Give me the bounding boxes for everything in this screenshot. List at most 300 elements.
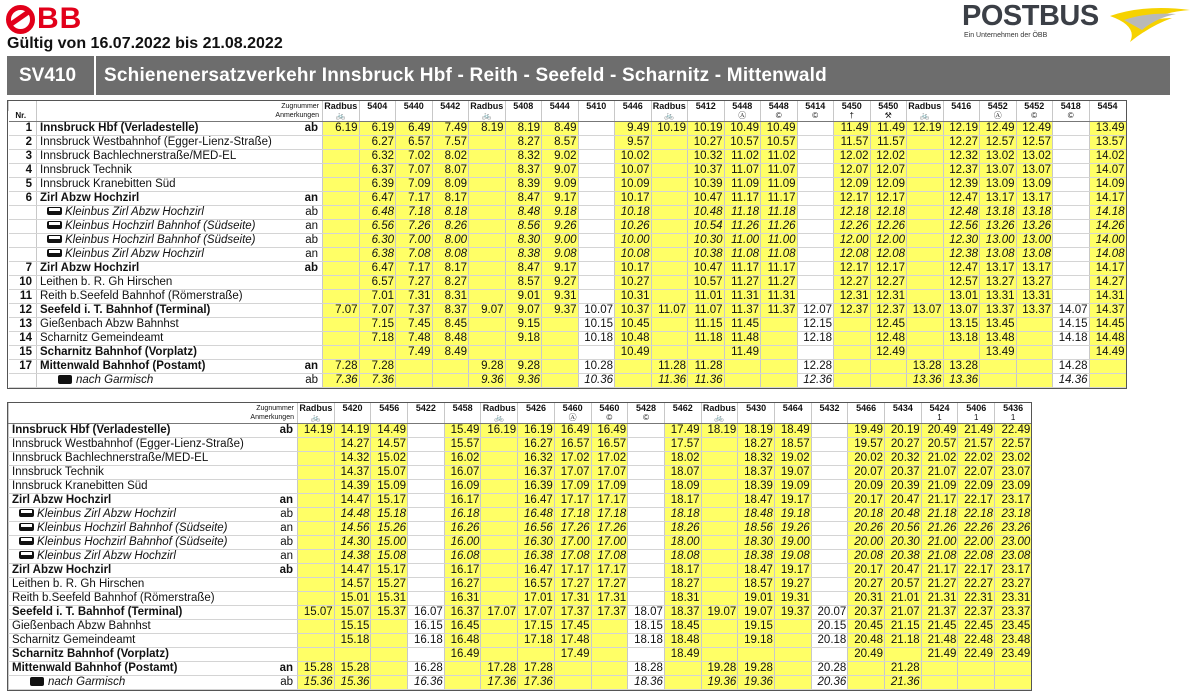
- train-number: 5446: [615, 101, 652, 111]
- departure-time: [907, 233, 944, 247]
- departure-time: 11.31: [761, 289, 798, 303]
- departure-time: 22.08: [958, 549, 995, 563]
- departure-time: 19.17: [774, 563, 811, 577]
- departure-time: 12.57: [943, 275, 980, 289]
- departure-time: [408, 437, 445, 451]
- departure-time: 16.36: [408, 675, 445, 689]
- departure-time: [578, 205, 615, 219]
- departure-time: 18.37: [664, 605, 701, 619]
- departure-time: 11.27: [724, 275, 761, 289]
- departure-time: [1016, 373, 1053, 387]
- departure-time: 19.36: [738, 675, 775, 689]
- departure-time: [651, 149, 688, 163]
- departure-time: 10.19: [651, 121, 688, 135]
- bus-icon: [47, 207, 62, 215]
- departure-time: [1053, 149, 1090, 163]
- stop-number: 13: [9, 317, 37, 331]
- departure-time: 11.17: [724, 191, 761, 205]
- bus-icon: [47, 221, 62, 229]
- train-number: 5450: [834, 101, 871, 111]
- departure-time: 7.00: [396, 233, 433, 247]
- departure-time: 14.47: [334, 563, 371, 577]
- departure-time: 13.49: [980, 345, 1017, 359]
- departure-time: [797, 177, 834, 191]
- train-number: 5452: [1016, 101, 1053, 111]
- departure-time: [408, 507, 445, 521]
- departure-time: 9.18: [542, 205, 579, 219]
- departure-time: [1053, 135, 1090, 149]
- departure-time: [578, 261, 615, 275]
- departure-time: 11.17: [761, 191, 798, 205]
- departure-time: 14.37: [1089, 303, 1126, 317]
- arrival-departure-marker: [268, 479, 298, 493]
- arrival-departure-marker: [268, 451, 298, 465]
- departure-time: [371, 633, 408, 647]
- departure-time: 10.57: [688, 275, 725, 289]
- departure-time: [469, 275, 506, 289]
- departure-time: 12.27: [943, 135, 980, 149]
- departure-time: 16.37: [518, 465, 555, 479]
- departure-time: [701, 507, 738, 521]
- departure-time: [578, 289, 615, 303]
- train-note: [664, 413, 701, 423]
- departure-time: 18.18: [628, 633, 665, 647]
- departure-time: 8.17: [432, 191, 469, 205]
- departure-time: [359, 345, 396, 359]
- departure-time: 16.57: [518, 577, 555, 591]
- stop-name-label: Scharnitz Gemeindeamt: [40, 331, 164, 344]
- departure-time: 16.38: [518, 549, 555, 563]
- arrival-departure-marker: an: [268, 521, 298, 535]
- timetable-row: [9, 661, 1032, 675]
- departure-time: 23.09: [995, 479, 1032, 493]
- stop-name-label: Leithen b. R. Gh Hirschen: [12, 577, 145, 590]
- departure-time: 10.48: [615, 331, 652, 345]
- departure-time: [542, 317, 579, 331]
- departure-time: 13.27: [1016, 275, 1053, 289]
- departure-time: 16.56: [518, 521, 555, 535]
- departure-time: 13.28: [943, 359, 980, 373]
- departure-time: [1089, 359, 1126, 373]
- stop-name-label: Kleinbus Hochzirl Bahnhof (Südseite): [65, 219, 256, 232]
- departure-time: 19.31: [774, 591, 811, 605]
- departure-time: [408, 647, 445, 661]
- departure-time: 14.57: [371, 437, 408, 451]
- departure-time: 21.09: [921, 479, 958, 493]
- departure-time: 17.27: [554, 577, 591, 591]
- stop-name: [37, 191, 291, 205]
- departure-time: [469, 233, 506, 247]
- timetable-row: [9, 605, 1032, 619]
- departure-time: 20.49: [848, 647, 885, 661]
- timetable-row: [9, 359, 1126, 373]
- departure-time: [811, 465, 848, 479]
- arrival-departure-marker: [268, 605, 298, 619]
- departure-time: 19.37: [774, 605, 811, 619]
- postbus-swoosh-icon: [1090, 4, 1192, 44]
- departure-time: [408, 493, 445, 507]
- departure-time: 12.08: [834, 247, 871, 261]
- departure-time: 21.02: [921, 451, 958, 465]
- departure-time: 21.48: [921, 633, 958, 647]
- departure-time: 7.17: [396, 191, 433, 205]
- departure-time: [907, 163, 944, 177]
- departure-time: 6.56: [359, 219, 396, 233]
- header-blank: [9, 101, 37, 111]
- stop-name-label: Innsbruck Technik: [12, 465, 104, 478]
- departure-time: [469, 191, 506, 205]
- departure-time: 19.15: [738, 619, 775, 633]
- stop-name-label: Innsbruck Westbahnhof (Egger-Lienz-Straße): [40, 135, 272, 148]
- departure-time: 13.26: [1016, 219, 1053, 233]
- departure-time: [797, 121, 834, 135]
- stop-name-label: Kleinbus Zirl Abzw Hochzirl: [37, 549, 176, 562]
- train-number: 5432: [811, 403, 848, 413]
- departure-time: [811, 479, 848, 493]
- departure-time: [761, 331, 798, 345]
- timetable-row: [9, 451, 1032, 465]
- departure-time: 13.07: [980, 163, 1017, 177]
- departure-time: 10.15: [578, 317, 615, 331]
- stop-name-label: Gießenbach Abzw Bahnhst: [12, 619, 151, 632]
- stop-name: [37, 233, 291, 247]
- departure-time: 7.31: [396, 289, 433, 303]
- stop-number: 4: [9, 163, 37, 177]
- departure-time: 13.07: [1016, 163, 1053, 177]
- departure-time: 19.07: [774, 465, 811, 479]
- departure-time: 8.49: [432, 345, 469, 359]
- stop-name-label: Zirl Abzw Hochzirl: [12, 493, 112, 506]
- stop-name-label: Leithen b. R. Gh Hirschen: [40, 275, 173, 288]
- departure-time: [542, 331, 579, 345]
- departure-time: 8.57: [505, 275, 542, 289]
- departure-time: 7.36: [323, 373, 360, 387]
- departure-time: 15.27: [371, 577, 408, 591]
- departure-time: 17.00: [591, 535, 628, 549]
- train-number: 5454: [1089, 101, 1126, 111]
- departure-time: [481, 577, 518, 591]
- departure-time: [408, 563, 445, 577]
- departure-time: [724, 373, 761, 387]
- departure-time: [408, 591, 445, 605]
- train-note: [943, 111, 980, 121]
- departure-time: 15.37: [371, 605, 408, 619]
- arrival-departure-marker: an: [291, 191, 323, 205]
- departure-time: [408, 521, 445, 535]
- departure-time: 11.08: [724, 247, 761, 261]
- departure-time: [907, 289, 944, 303]
- departure-time: 16.30: [518, 535, 555, 549]
- departure-time: 14.47: [334, 493, 371, 507]
- departure-time: 12.36: [797, 373, 834, 387]
- departure-time: [469, 219, 506, 233]
- bus-icon: [19, 523, 34, 531]
- departure-time: [628, 493, 665, 507]
- departure-time: [298, 647, 335, 661]
- departure-time: 14.48: [1089, 331, 1126, 345]
- departure-time: [651, 261, 688, 275]
- departure-time: [578, 345, 615, 359]
- stop-name: [37, 289, 291, 303]
- postbus-subtitle: Ein Unternehmen der ÖBB: [964, 32, 1048, 39]
- departure-time: [651, 247, 688, 261]
- departure-time: 21.49: [958, 423, 995, 437]
- departure-time: 18.39: [738, 479, 775, 493]
- train-note: [371, 413, 408, 423]
- departure-time: [651, 219, 688, 233]
- departure-time: 14.27: [1089, 275, 1126, 289]
- departure-time: 17.37: [554, 605, 591, 619]
- departure-time: 18.37: [738, 465, 775, 479]
- departure-time: 12.48: [943, 205, 980, 219]
- departure-time: 13.17: [1016, 261, 1053, 275]
- departure-time: 13.07: [943, 303, 980, 317]
- departure-time: 11.57: [870, 135, 907, 149]
- stop-name: [37, 373, 291, 387]
- departure-time: 12.08: [870, 247, 907, 261]
- departure-time: [323, 149, 360, 163]
- departure-time: 19.18: [738, 633, 775, 647]
- arrival-departure-marker: [291, 149, 323, 163]
- departure-time: 19.57: [848, 437, 885, 451]
- departure-time: 17.49: [664, 423, 701, 437]
- timetable-row: [9, 219, 1126, 233]
- departure-time: [628, 591, 665, 605]
- departure-time: [907, 149, 944, 163]
- departure-time: 9.18: [505, 331, 542, 345]
- departure-time: [469, 163, 506, 177]
- departure-time: 17.00: [554, 535, 591, 549]
- departure-time: 6.37: [359, 163, 396, 177]
- departure-time: [797, 191, 834, 205]
- departure-time: [628, 549, 665, 563]
- departure-time: 16.26: [444, 521, 481, 535]
- departure-time: 6.47: [359, 191, 396, 205]
- stop-number: 17: [9, 359, 37, 373]
- stop-name: [9, 605, 268, 619]
- stop-name-label: Innsbruck Bachlechnerstraße/MED-EL: [12, 451, 209, 464]
- departure-time: 21.36: [885, 675, 922, 689]
- departure-time: [1053, 247, 1090, 261]
- departure-time: 16.18: [444, 507, 481, 521]
- departure-time: [1016, 317, 1053, 331]
- departure-time: 19.28: [701, 661, 738, 675]
- departure-time: 8.19: [505, 121, 542, 135]
- departure-time: 12.28: [797, 359, 834, 373]
- departure-time: [628, 647, 665, 661]
- departure-time: 19.01: [738, 591, 775, 605]
- departure-time: 18.28: [628, 661, 665, 675]
- departure-time: 12.17: [834, 261, 871, 275]
- departure-time: [811, 493, 848, 507]
- departure-time: [481, 619, 518, 633]
- departure-time: 11.49: [724, 345, 761, 359]
- stop-name-label: Kleinbus Zirl Abzw Hochzirl: [65, 205, 204, 218]
- timetable-row: [9, 163, 1126, 177]
- departure-time: 17.18: [554, 507, 591, 521]
- departure-time: 13.18: [980, 205, 1017, 219]
- timetable-row: [9, 261, 1126, 275]
- arrival-departure-marker: ab: [291, 373, 323, 387]
- departure-time: 16.47: [518, 493, 555, 507]
- departure-time: 7.17: [396, 261, 433, 275]
- departure-time: [701, 521, 738, 535]
- arrival-departure-marker: an: [268, 493, 298, 507]
- departure-time: 12.02: [834, 149, 871, 163]
- departure-time: 12.48: [870, 331, 907, 345]
- stop-name-label: Kleinbus Hochzirl Bahnhof (Südseite): [37, 521, 228, 534]
- departure-time: [323, 275, 360, 289]
- departure-time: [701, 633, 738, 647]
- departure-time: 10.07: [578, 303, 615, 317]
- departure-time: 22.27: [958, 577, 995, 591]
- departure-time: [578, 219, 615, 233]
- departure-time: 17.18: [591, 507, 628, 521]
- arrival-departure-marker: ab: [291, 261, 323, 275]
- stop-number: 7: [9, 261, 37, 275]
- departure-time: 16.17: [444, 563, 481, 577]
- departure-time: 8.47: [505, 261, 542, 275]
- train-number-label: Zugnummer: [37, 101, 323, 111]
- departure-time: 20.28: [811, 661, 848, 675]
- train-note: [774, 413, 811, 423]
- departure-time: [1016, 345, 1053, 359]
- departure-time: [481, 633, 518, 647]
- departure-time: 11.57: [834, 135, 871, 149]
- stop-name: [37, 205, 291, 219]
- departure-time: [444, 661, 481, 675]
- departure-time: 19.36: [701, 675, 738, 689]
- stop-name: [9, 493, 268, 507]
- stop-name: [9, 479, 268, 493]
- departure-time: 11.02: [761, 149, 798, 163]
- train-note: ©: [761, 111, 798, 121]
- departure-time: 22.02: [958, 451, 995, 465]
- departure-time: 10.38: [688, 247, 725, 261]
- nr-header: Nr.: [9, 111, 37, 121]
- train-note: [811, 413, 848, 423]
- train-number: 5426: [518, 403, 555, 413]
- departure-time: 7.26: [396, 219, 433, 233]
- departure-time: 17.18: [518, 633, 555, 647]
- departure-time: 6.19: [323, 121, 360, 135]
- departure-time: 12.26: [870, 219, 907, 233]
- bus-icon: [47, 249, 62, 257]
- stop-name: [9, 451, 268, 465]
- departure-time: 8.26: [432, 219, 469, 233]
- departure-time: 21.57: [958, 437, 995, 451]
- departure-time: 11.17: [724, 261, 761, 275]
- train-note: [505, 111, 542, 121]
- departure-time: 13.17: [980, 261, 1017, 275]
- departure-time: 18.49: [774, 423, 811, 437]
- train-note: 🚲: [907, 111, 944, 121]
- bus-icon: [19, 509, 34, 517]
- train-note: [359, 111, 396, 121]
- departure-time: [432, 373, 469, 387]
- departure-time: 18.47: [738, 563, 775, 577]
- departure-time: 22.37: [958, 605, 995, 619]
- departure-time: [811, 521, 848, 535]
- departure-time: 14.38: [334, 549, 371, 563]
- departure-time: 15.08: [371, 549, 408, 563]
- arrival-departure-marker: [268, 633, 298, 647]
- arrival-departure-marker: ab: [268, 507, 298, 521]
- departure-time: 14.48: [334, 507, 371, 521]
- departure-time: [1053, 177, 1090, 191]
- departure-time: 17.07: [518, 605, 555, 619]
- departure-time: 10.37: [615, 303, 652, 317]
- departure-time: 10.17: [615, 191, 652, 205]
- departure-time: [797, 163, 834, 177]
- departure-time: [408, 479, 445, 493]
- departure-time: 7.18: [396, 205, 433, 219]
- departure-time: [701, 535, 738, 549]
- departure-time: 18.48: [664, 633, 701, 647]
- timetable: [8, 101, 1126, 388]
- departure-time: 17.09: [554, 479, 591, 493]
- stop-name-label: Innsbruck Technik: [40, 163, 132, 176]
- departure-time: 14.18: [1089, 205, 1126, 219]
- departure-time: [907, 177, 944, 191]
- timetable-row: [9, 619, 1032, 633]
- departure-time: 13.26: [980, 219, 1017, 233]
- stop-name: [37, 261, 291, 275]
- departure-time: 17.07: [554, 465, 591, 479]
- departure-time: 8.49: [542, 121, 579, 135]
- train-number: 5418: [1053, 101, 1090, 111]
- departure-time: 8.31: [432, 289, 469, 303]
- departure-time: 20.18: [848, 507, 885, 521]
- timetable-row: [9, 465, 1032, 479]
- timetable-row: [9, 577, 1032, 591]
- timetable: [8, 403, 1031, 690]
- train-number: 5460: [591, 403, 628, 413]
- departure-time: 13.08: [1016, 247, 1053, 261]
- train-number: 5404: [359, 101, 396, 111]
- departure-time: 13.17: [980, 191, 1017, 205]
- departure-time: 14.37: [334, 465, 371, 479]
- departure-time: [907, 331, 944, 345]
- arrival-departure-marker: [291, 275, 323, 289]
- departure-time: 17.45: [554, 619, 591, 633]
- train-number: 5466: [848, 403, 885, 413]
- departure-time: 16.37: [444, 605, 481, 619]
- departure-time: 12.45: [870, 317, 907, 331]
- departure-time: [578, 177, 615, 191]
- departure-time: [1016, 359, 1053, 373]
- departure-time: 22.00: [958, 535, 995, 549]
- departure-time: 14.45: [1089, 317, 1126, 331]
- timetable-row: [9, 121, 1126, 135]
- arrival-departure-marker: ab: [291, 121, 323, 135]
- departure-time: 20.48: [848, 633, 885, 647]
- departure-time: 16.08: [444, 549, 481, 563]
- departure-time: [323, 163, 360, 177]
- departure-time: 7.07: [323, 303, 360, 317]
- stop-name-label: Innsbruck Bachlechnerstraße/MED-EL: [40, 149, 237, 162]
- train-note: [688, 111, 725, 121]
- departure-time: [628, 507, 665, 521]
- arrival-departure-marker: [291, 303, 323, 317]
- departure-time: [298, 521, 335, 535]
- validity-period: Gültig von 16.07.2022 bis 21.08.2022: [7, 35, 283, 52]
- departure-time: 18.27: [664, 577, 701, 591]
- departure-time: 11.02: [724, 149, 761, 163]
- departure-time: [651, 345, 688, 359]
- departure-time: 17.27: [591, 577, 628, 591]
- train-arrow-icon: [58, 375, 72, 384]
